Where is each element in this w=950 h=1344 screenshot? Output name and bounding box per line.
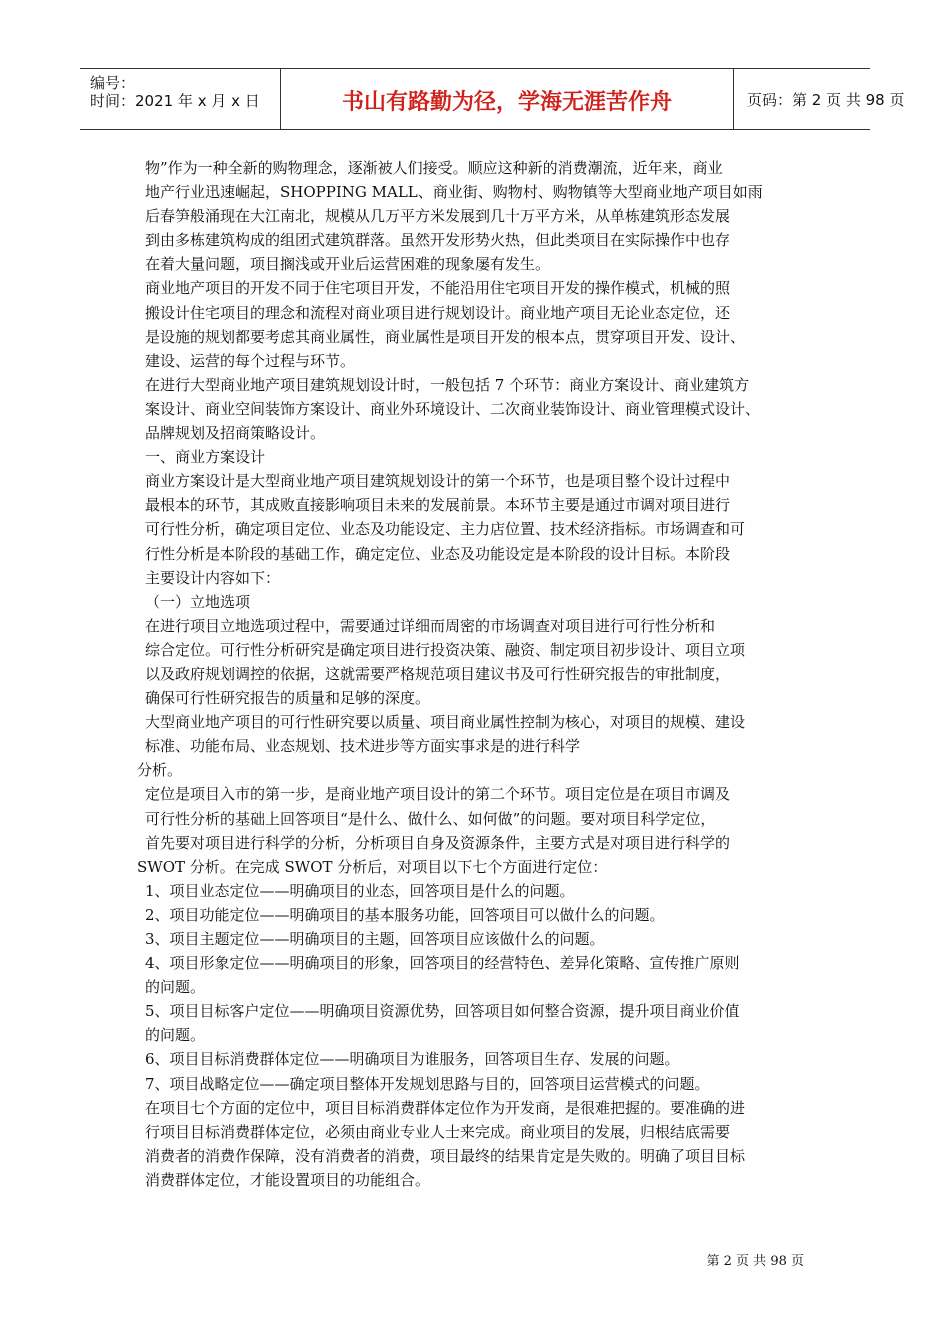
- body-line: 后春笋般涌现在大江南北，规模从几万平方米发展到几十万平方米，从单栋建筑形态发展: [145, 207, 731, 226]
- body-line: 一、商业方案设计: [145, 448, 266, 467]
- body-line: （一）立地选项: [145, 592, 251, 611]
- body-line: 行项目目标消费群体定位，必须由商业专业人士来完成。商业项目的发展，归根结底需要: [145, 1122, 731, 1141]
- body-line: 2、项目功能定位——明确项目的基本服务功能，回答项目可以做什么的问题。: [145, 905, 665, 924]
- header-left-cell: [80, 69, 280, 129]
- body-line: 7、项目战略定位——确定项目整体开发规划思路与目的，回答项目运营模式的问题。: [145, 1074, 710, 1093]
- body-line: 分析。: [137, 761, 183, 780]
- header-right-cell: [733, 69, 905, 129]
- page-footer-number: 第 2 页 共 98 页: [706, 1254, 804, 1269]
- body-line: 在项目七个方面的定位中，项目目标消费群体定位作为开发商，是很难把握的。要准确的进: [145, 1098, 746, 1117]
- body-line: 品牌规划及招商策略设计。: [145, 424, 326, 443]
- body-line: 在进行项目立地选项过程中，需要通过详细而周密的市场调查对项目进行可行性分析和: [145, 616, 716, 635]
- body-line: 综合定位。可行性分析研究是确定项目进行投资决策、融资、制定项目初步设计、项目立项: [145, 640, 746, 659]
- body-line: 在着大量问题，项目搁浅或开业后运营困难的现象屡有发生。: [145, 255, 551, 274]
- body-line: 6、项目目标消费群体定位——明确项目为谁服务，回答项目生存、发展的问题。: [145, 1050, 680, 1069]
- body-line: 4、项目形象定位——明确项目的形象，回答项目的经营特色、差异化策略、宣传推广原则: [145, 954, 740, 973]
- body-line: 建设、运营的每个过程与环节。: [145, 351, 356, 370]
- body-line: 首先要对项目进行科学的分析，分析项目自身及资源条件，主要方式是对项目进行科学的: [145, 833, 731, 852]
- body-line: 行性分析是本阶段的基础工作，确定定位、业态及功能设定是本阶段的设计目标。本阶段: [145, 544, 731, 563]
- body-line: 消费者的消费作保障，没有消费者的消费，项目最终的结果肯定是失败的。明确了项目目标: [145, 1146, 746, 1165]
- body-line: 搬设计住宅项目的理念和流程对商业项目进行规划设计。商业地产项目无论业态定位，还: [145, 303, 731, 322]
- document-body: [137, 156, 805, 1192]
- body-line: 案设计、商业空间装饰方案设计、商业外环境设计、二次商业装饰设计、商业管理模式设计、: [145, 399, 761, 418]
- body-line: SWOT 分析。在完成 SWOT 分析后，对项目以下七个方面进行定位：: [137, 857, 608, 876]
- body-line: 定位是项目入市的第一步，是商业地产项目设计的第二个环节。项目定位是在项目市调及: [145, 785, 731, 804]
- body-line: 1、项目业态定位——明确项目的业态，回答项目是什么的问题。: [145, 881, 575, 900]
- body-line: 商业地产项目的开发不同于住宅项目开发，不能沿用住宅项目开发的操作模式，机械的照: [145, 279, 731, 298]
- body-line: 以及政府规划调控的依据，这就需要严格规范项目建议书及可行性研究报告的审批制度，: [145, 664, 731, 683]
- page-header: [80, 68, 905, 130]
- body-line: 地产行业迅速崛起，SHOPPING MALL、商业街、购物村、购物镇等大型商业地产项目如雨: [145, 183, 763, 202]
- body-line: 是设施的规划都要考虑其商业属性，商业属性是项目开发的根本点，贯穿项目开发、设计、: [145, 327, 746, 346]
- body-line: 物”作为一种全新的购物理念，逐渐被人们接受。顺应这种新的消费潮流，近年来，商业: [145, 159, 723, 177]
- body-line: 主要设计内容如下：: [145, 568, 281, 587]
- body-line: 5、项目目标客户定位——明确项目资源优势，回答项目如何整合资源，提升项目商业价值: [145, 1002, 740, 1021]
- body-line: 的问题。: [145, 1026, 206, 1045]
- header-motto-cell: [280, 69, 734, 129]
- body-line: 标准、功能布局、业态规划、技术进步等方面实事求是的进行科学: [145, 737, 581, 756]
- body-line: 大型商业地产项目的可行性研究要以质量、项目商业属性控制为核心，对项目的规模、建设: [145, 713, 746, 732]
- doc-time-label: 时间：2021 年 x 月 x 日: [90, 92, 260, 110]
- body-line: 的问题。: [145, 978, 206, 997]
- doc-number-label: 编号：: [90, 74, 136, 92]
- header-page-code: 页码：第 2 页 共 98 页: [747, 91, 905, 109]
- body-line: 商业方案设计是大型商业地产项目建筑规划设计的第一个环节，也是项目整个设计过程中: [145, 472, 731, 491]
- body-line: 最根本的环节，其成败直接影响项目未来的发展前景。本环节主要是通过市调对项目进行: [145, 496, 731, 515]
- body-line: 3、项目主题定位——明确项目的主题，回答项目应该做什么的问题。: [145, 930, 605, 948]
- body-line: 确保可行性研究报告的质量和足够的深度。: [145, 689, 431, 708]
- body-line: 可行性分析的基础上回答项目“是什么、做什么、如何做”的问题。要对项目科学定位，: [145, 809, 716, 828]
- header-motto: 书山有路勤为径，学海无涯苦作舟: [341, 90, 672, 115]
- body-line: 在进行大型商业地产项目建筑规划设计时，一般包括 7 个环节：商业方案设计、商业建筑方: [145, 375, 750, 394]
- body-line: 到由多栋建筑构成的组团式建筑群落。虽然开发形势火热，但此类项目在实际操作中也存: [145, 231, 731, 250]
- body-line: 消费群体定位，才能设置项目的功能组合。: [145, 1170, 431, 1189]
- body-line: 可行性分析，确定项目定位、业态及功能设定、主力店位置、技术经济指标。市场调查和可: [145, 520, 746, 539]
